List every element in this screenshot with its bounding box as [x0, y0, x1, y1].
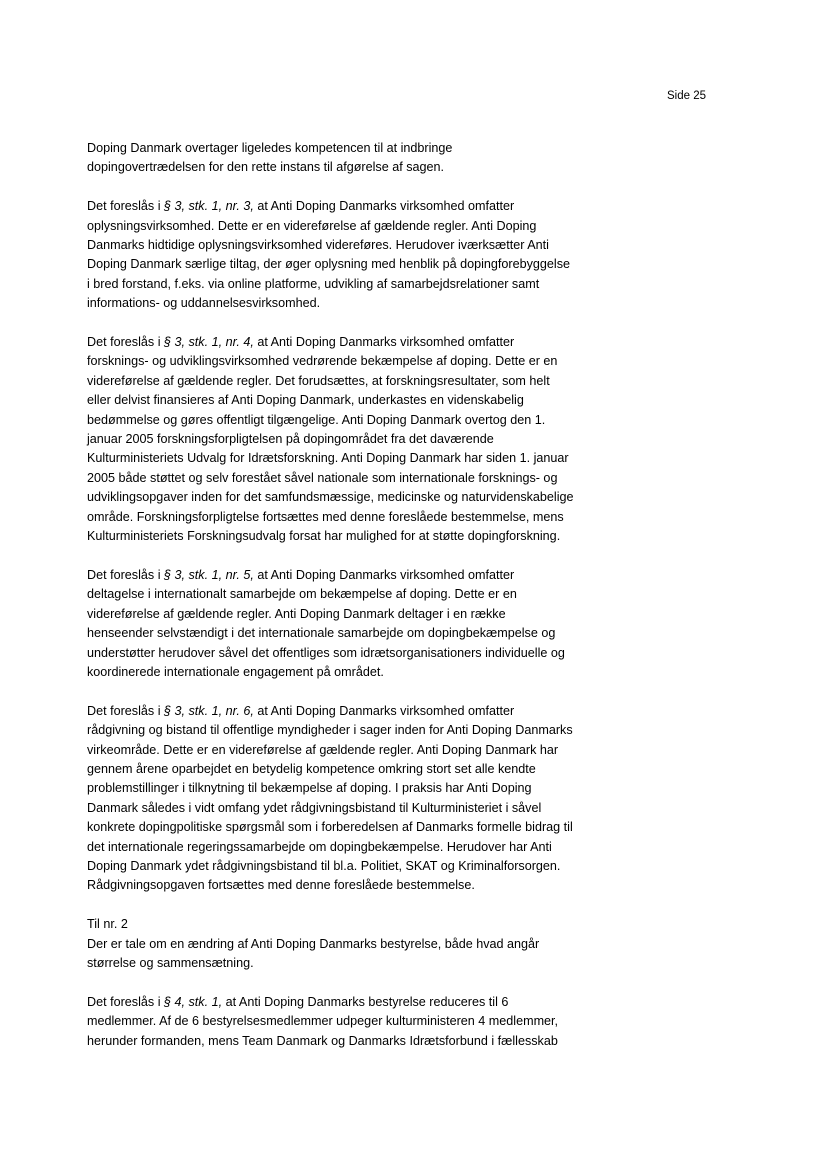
text-line: januar 2005 forskningsforpligtelsen på dopingområdet fra det daværende — [87, 432, 494, 447]
text-line: størrelse og sammensætning. — [87, 955, 254, 970]
text-line: 2005 både støttet og selv forestået såvel nationale som internationale forsknings- og — [87, 470, 558, 485]
line-lead-text: Det foreslås i — [87, 703, 164, 718]
line-tail-text: at Anti Doping Danmarks virksomhed omfatter — [253, 335, 515, 350]
text-line: dopingovertrædelsen for den rette instans til afgørelse af sagen. — [87, 160, 445, 175]
section-reference: § 3, stk. 1, nr. 6, — [164, 703, 254, 718]
text-line: gennem årene oparbejdet en betydelig kompetence omkring stort set alle kendte — [87, 761, 536, 776]
page-number: Side 25 — [666, 90, 706, 102]
text-line: Kulturministeriets Forskningsudvalg forsat har mulighed for at støtte dopingforskning. — [87, 529, 561, 544]
text-line: virkeområde. Dette er en videreførelse af gældende regler. Anti Doping Danmark har — [87, 742, 559, 757]
line-tail-text: at Anti Doping Danmarks virksomhed omfatter — [253, 703, 515, 718]
section-reference: § 3, stk. 1, nr. 4, — [164, 335, 254, 350]
text-line: problemstillinger i tilknytning til bekæmpelse af doping. I praksis har Anti Doping — [87, 781, 532, 796]
text-line: Kulturministeriets Udvalg for Idrætsforskning. Anti Doping Danmark har siden 1. januar — [87, 451, 569, 466]
subheading: Til nr. 2 — [87, 917, 128, 932]
text-line: informations- og uddannelsesvirksomhed. — [87, 296, 321, 311]
text-line: udviklingsopgaver inden for det samfundsmæssige, medicinske og naturvidenskabelige — [87, 490, 574, 505]
text-line: medlemmer. Af de 6 bestyrelsesmedlemmer udpeger kulturministeren 4 medlemmer, — [87, 1014, 559, 1029]
text-line: rådgivning og bistand til offentlige myndigheder i sager inden for Anti Doping Danmarks — [87, 723, 573, 738]
paragraph — [87, 915, 747, 973]
text-line: henseender selvstændigt i det internationale samarbejde om dopingbekæmpelse og — [87, 626, 556, 641]
paragraph — [87, 566, 747, 682]
paragraph — [87, 993, 747, 1051]
text-line: Der er tale om en ændring af Anti Doping Danmarks bestyrelse, både hvad angår — [87, 936, 540, 951]
text-line: forsknings- og udviklingsvirksomhed vedrørende bekæmpelse af doping. Dette er en — [87, 354, 558, 369]
section-reference: § 3, stk. 1, nr. 3, — [164, 199, 254, 214]
text-line: understøtter herudover såvel det offentliges som idrætsorganisationers individuelle og — [87, 645, 565, 660]
text-line: videreførelse af gældende regler. Det forudsættes, at forskningsresultater, som helt — [87, 373, 550, 388]
text-line: Doping Danmark ydet rådgivningsbistand til bl.a. Politiet, SKAT og Kriminalforsorgen. — [87, 858, 561, 873]
paragraph — [87, 139, 747, 178]
text-line: oplysningsvirksomhed. Dette er en videreførelse af gældende regler. Anti Doping — [87, 218, 537, 233]
paragraph — [87, 702, 747, 896]
line-tail-text: at Anti Doping Danmarks virksomhed omfatter — [253, 199, 515, 214]
text-line: Doping Danmark særlige tiltag, der øger oplysning med henblik på dopingforebyggelse — [87, 257, 571, 272]
line-lead-text: Det foreslås i — [87, 335, 164, 350]
line-lead-text: Det foreslås i — [87, 994, 164, 1009]
text-line: Rådgivningsopgaven fortsættes med denne foreslåede bestemmelse. — [87, 878, 475, 893]
line-lead-text: Det foreslås i — [87, 567, 164, 582]
text-line: Doping Danmark overtager ligeledes kompetencen til at indbringe — [87, 141, 453, 155]
text-line: Danmarks hidtidige oplysningsvirksomhed videreføres. Herudover iværksætter Anti — [87, 238, 549, 253]
text-line: bedømmelse og gøres offentligt tilgængelige. Anti Doping Danmark overtog den 1. — [87, 412, 546, 427]
section-reference: § 3, stk. 1, nr. 5, — [164, 567, 254, 582]
text-line — [87, 197, 747, 216]
text-line: herunder formanden, mens Team Danmark og Danmarks Idrætsforbund i fællesskab — [87, 1033, 558, 1048]
line-lead-text: Det foreslås i — [87, 199, 164, 214]
text-line: koordinerede internationale engagement på området. — [87, 664, 384, 679]
text-line: i bred forstand, f.eks. via online platforme, udvikling af samarbejdsrelationer samt — [87, 276, 540, 291]
paragraph — [87, 197, 747, 313]
document-body — [87, 139, 747, 1070]
paragraph — [87, 333, 747, 546]
line-tail-text: at Anti Doping Danmarks bestyrelse reduceres til 6 — [222, 994, 509, 1009]
text-line: eller delvist finansieres af Anti Doping Danmark, underkastes en videnskabelig — [87, 393, 524, 408]
text-line: deltagelse i internationalt samarbejde om bekæmpelse af doping. Dette er en — [87, 587, 517, 602]
section-reference: § 4, stk. 1, — [164, 994, 223, 1009]
text-line — [87, 566, 747, 585]
text-line — [87, 333, 747, 352]
text-line: videreførelse af gældende regler. Anti Doping Danmark deltager i en række — [87, 606, 506, 621]
text-line: område. Forskningsforpligtelse fortsættes med denne foreslåede bestemmelse, mens — [87, 509, 564, 524]
line-tail-text: at Anti Doping Danmarks virksomhed omfatter — [253, 567, 515, 582]
text-line: Danmark således i vidt omfang ydet rådgivningsbistand til Kulturministeriet i såvel — [87, 800, 542, 815]
text-line — [87, 993, 747, 1012]
text-line: konkrete dopingpolitiske spørgsmål som i forberedelsen af Danmarks formelle bidrag til — [87, 820, 573, 835]
text-line: det internationale regeringssamarbejde om dopingbekæmpelse. Herudover har Anti — [87, 839, 552, 854]
text-line — [87, 702, 747, 721]
